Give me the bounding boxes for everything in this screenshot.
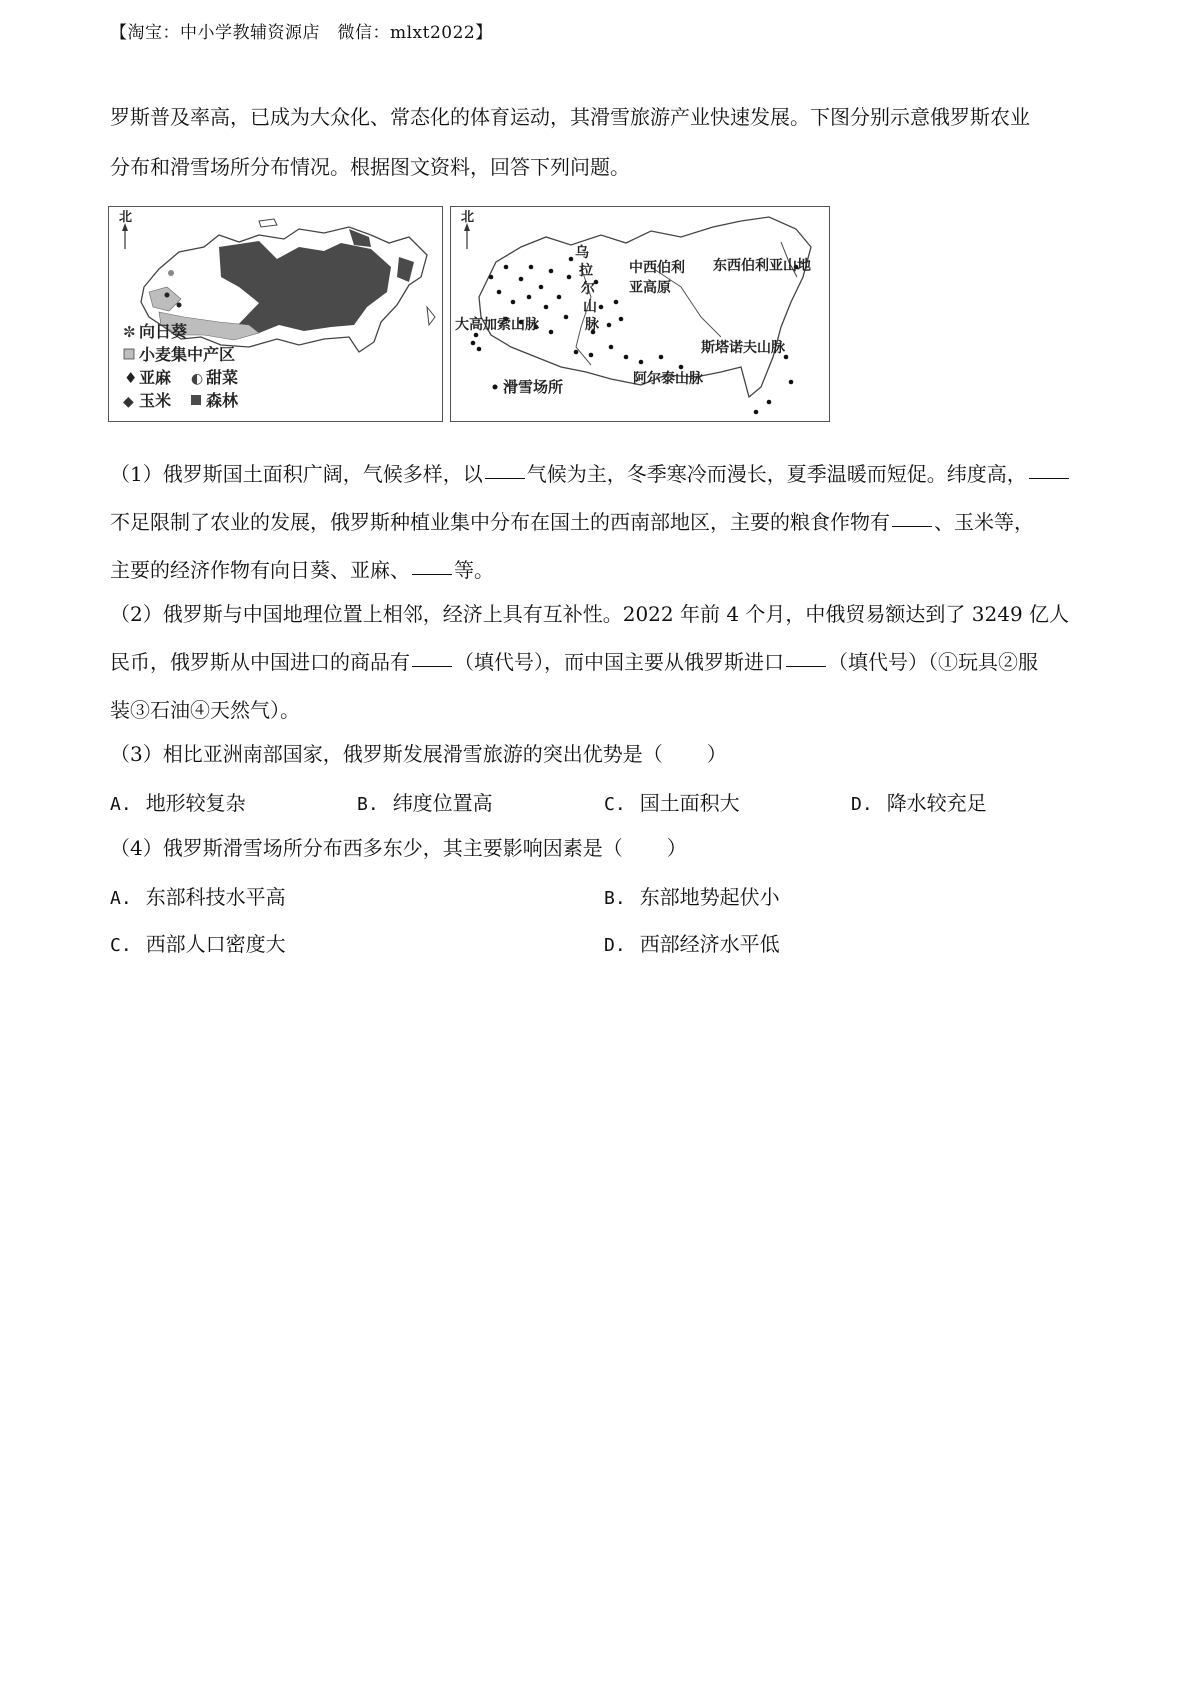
q2-text-b: 民币，俄罗斯从中国进口的商品有 xyxy=(110,650,410,674)
sugar-beet-icon: ◐ xyxy=(191,371,204,387)
north-label-right: 北 xyxy=(461,210,475,225)
q1-text-f: 等。 xyxy=(454,558,494,582)
agriculture-map-graphic xyxy=(109,207,443,422)
wheat-swatch-icon xyxy=(124,349,134,359)
corn-icon: ◆ xyxy=(123,394,134,410)
question-2 xyxy=(110,590,1100,734)
q3-option-c[interactable]: C. 国土面积大 xyxy=(604,791,740,815)
page-header: 【淘宝：中小学教辅资源店 微信：mlxt2022】 xyxy=(110,23,493,43)
q2-text-c: （填代号），而中国主要从俄罗斯进口 xyxy=(454,650,784,674)
label-central-siberia-1: 中西伯利 xyxy=(629,260,685,276)
intro-line-2: 分布和滑雪场所分布情况。根据图文资料，回答下列问题。 xyxy=(110,155,630,179)
q4-stem-b: ） xyxy=(666,836,687,860)
q4-stem-a: （4）俄罗斯滑雪场所分布西多东少，其主要影响因素是（ xyxy=(110,836,623,860)
q2-text-a: （2）俄罗斯与中国地理位置上相邻，经济上具有互补性。2022 年前 4 个月，中俄贸易额达到了 3249 亿人 xyxy=(110,602,1070,626)
label-ural-1: 乌 xyxy=(575,245,589,261)
ski-resort-dot-icon xyxy=(493,385,498,390)
label-east-siberia: 东西伯利亚山地 xyxy=(713,258,811,274)
intro-line-1: 罗斯普及率高，已成为大众化、常态化的体育运动，其滑雪旅游产业快速发展。下图分别示意俄罗斯农业 xyxy=(110,105,1030,129)
north-arrow xyxy=(119,210,132,249)
intro-paragraph xyxy=(110,92,1100,192)
question-1 xyxy=(110,450,1100,594)
question-3 xyxy=(110,730,1100,778)
q3-stem-b: ） xyxy=(706,742,727,766)
q1-blank-4[interactable] xyxy=(412,573,452,575)
q2-text-d: （填代号）（①玩具②服 xyxy=(828,650,1038,674)
q1-text-c: 不足限制了农业的发展，俄罗斯种植业集中分布在国土的西南部地区，主要的粮食作物有 xyxy=(110,510,890,534)
question-4 xyxy=(110,824,1100,872)
q4-option-d[interactable]: D. 西部经济水平低 xyxy=(604,932,780,956)
label-central-siberia-2: 亚高原 xyxy=(629,280,671,296)
q2-blank-2[interactable] xyxy=(786,665,826,667)
forest-swatch-icon xyxy=(191,395,201,405)
q1-blank-3[interactable] xyxy=(892,525,932,527)
sunflower-icon: ✼ xyxy=(123,323,136,341)
label-altai: 阿尔泰山脉 xyxy=(633,371,703,387)
q3-option-d[interactable]: D. 降水较充足 xyxy=(851,791,987,815)
legend-corn: 玉米 xyxy=(139,391,172,410)
label-ural-5: 脉 xyxy=(585,317,599,333)
flax-icon: ♦ xyxy=(124,369,138,387)
q3-option-a[interactable]: A. 地形较复杂 xyxy=(110,791,246,815)
q1-text-b: 气候为主，冬季寒冷而漫长，夏季温暖而短促。纬度高， xyxy=(526,462,1027,486)
legend-wheat: 小麦集中产区 xyxy=(139,345,236,364)
north-arrow-right xyxy=(461,210,474,249)
q1-text-d: 、玉米等， xyxy=(934,510,1034,534)
agriculture-map xyxy=(108,206,443,422)
q3-option-b[interactable]: B. 纬度位置高 xyxy=(357,791,493,815)
label-ural-2: 拉 xyxy=(579,263,593,279)
q4-option-b[interactable]: B. 东部地势起伏小 xyxy=(604,885,780,909)
q1-blank-1[interactable] xyxy=(485,477,525,479)
q3-stem-a: （3）相比亚洲南部国家，俄罗斯发展滑雪旅游的突出优势是（ xyxy=(110,742,663,766)
q1-text-e: 主要的经济作物有向日葵、亚麻、 xyxy=(110,558,410,582)
legend-sunflower: 向日葵 xyxy=(139,322,188,341)
label-ural-4: 山 xyxy=(583,299,597,315)
legend-sugar-beet: 甜菜 xyxy=(206,368,239,387)
legend-ski-resort: 滑雪场所 xyxy=(503,378,564,396)
legend-forest: 森林 xyxy=(206,391,239,410)
legend-flax: 亚麻 xyxy=(139,368,172,387)
q1-text-a: （1）俄罗斯国土面积广阔，气候多样，以 xyxy=(110,462,483,486)
label-caucasus: 大高加索山脉 xyxy=(455,317,539,333)
ski-legend xyxy=(493,378,564,396)
q4-option-a[interactable]: A. 东部科技水平高 xyxy=(110,885,286,909)
ski-resort-map-graphic xyxy=(451,207,830,422)
russia-outline-right xyxy=(479,217,811,397)
label-ural-3: 尔 xyxy=(581,281,595,297)
ski-resort-map xyxy=(450,206,830,422)
q4-option-c[interactable]: C. 西部人口密度大 xyxy=(110,932,286,956)
label-stanovoy: 斯塔诺夫山脉 xyxy=(701,340,785,356)
north-label: 北 xyxy=(119,210,133,225)
q2-text-e: 装③石油④天然气）。 xyxy=(110,698,300,722)
q1-blank-2[interactable] xyxy=(1029,477,1069,479)
q2-blank-1[interactable] xyxy=(412,665,452,667)
